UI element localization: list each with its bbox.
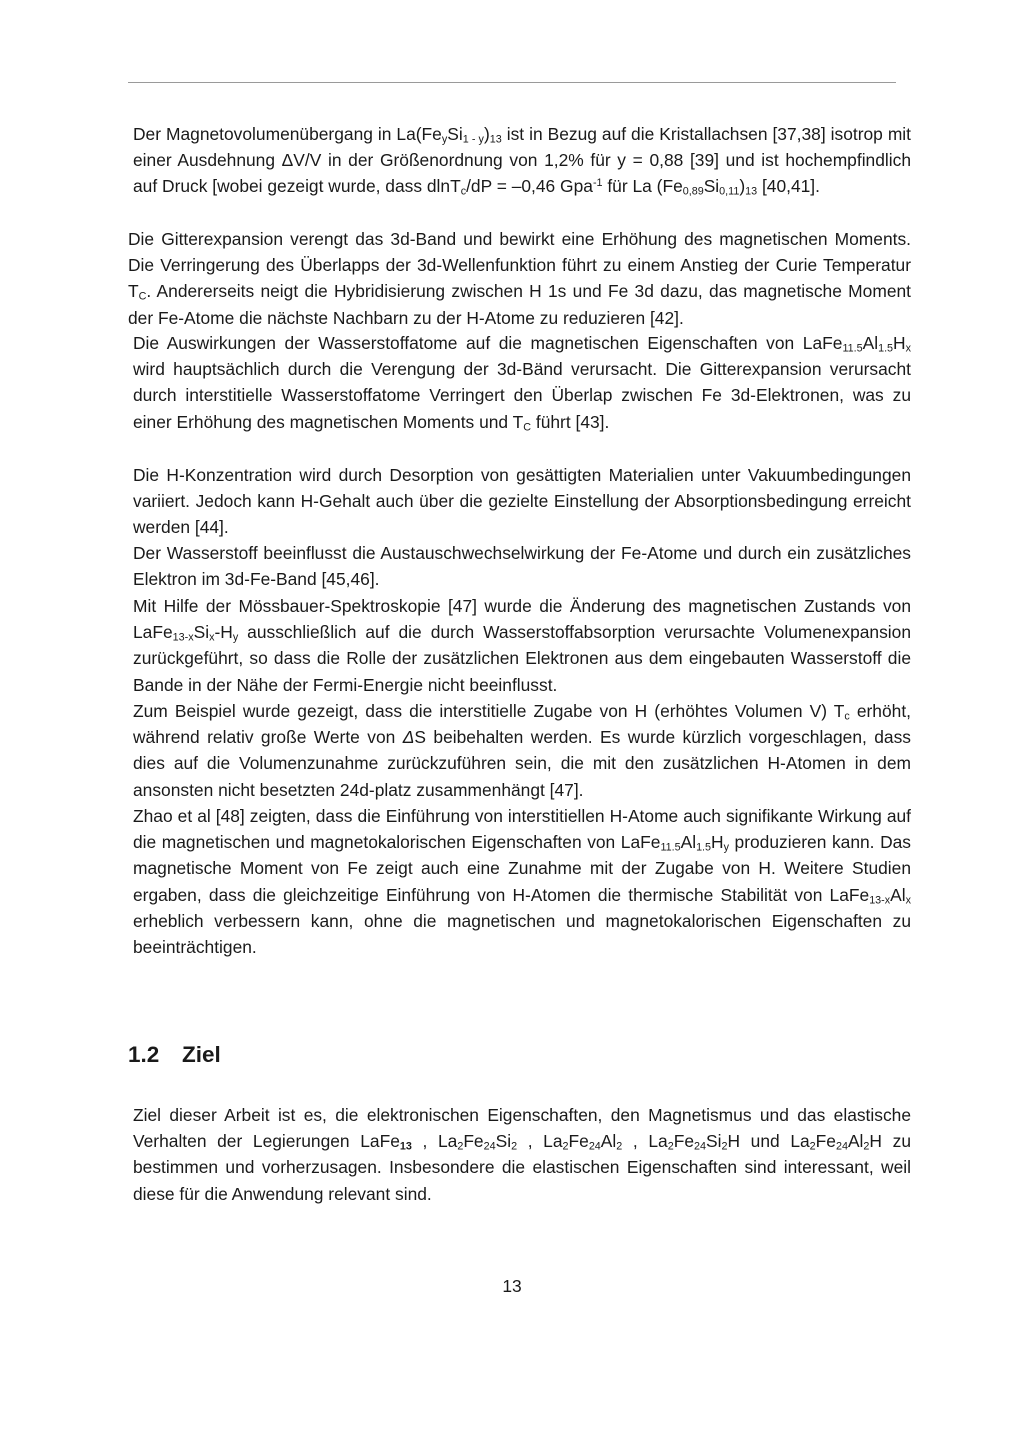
text-run: wird hauptsächlich durch die Verengung der 3d-Bänd verursacht. Die Gitterexpansion verursacht durch interstitielle Wasserstoffatome Verringert den Überlap zwischen Fe 3d-Elektronen, was zu einer Erhöhung des magnetischen Moments und T bbox=[133, 359, 911, 432]
paragraph-7 bbox=[133, 698, 911, 803]
text-run: 2 bbox=[457, 1140, 464, 1153]
text-run: Fe bbox=[568, 1131, 589, 1152]
text-run: ) bbox=[739, 176, 746, 197]
text-run: 24 bbox=[694, 1140, 706, 1153]
text-run: 1.5 bbox=[696, 841, 712, 854]
text-run: produzieren kann. Das magnetische Moment von Fe zeigt auch eine Zunahme mit der Zugabe von H. Weitere Studien ergaben, dass die gleichzeitige Einführung von H-Atomen die thermische Stabilität von LaFe bbox=[133, 832, 911, 905]
text-run: Si bbox=[495, 1131, 512, 1152]
text-run: ist in Bezug auf die Kristallachsen [37,38] isotrop mit einer Ausdehnung ΔV/V in der Größenordnung von 1,2% für y = 0,88 [39] und ist hochempfindlich auf Druck [wobei gezeigt wurde, dass dlnT bbox=[133, 124, 912, 197]
paragraph-1 bbox=[133, 121, 911, 200]
text-run: . Andererseits neigt die Hybridisierung zwischen H 1s und Fe 3d dazu, das magnetische Moment der Fe-Atome die nächste Nachbarn zu der H-Atome zu reduzieren [42]. bbox=[128, 281, 911, 328]
text-run: Der Magnetovolumenübergang in La(Fe bbox=[133, 124, 442, 144]
text-run: 2 bbox=[863, 1140, 870, 1153]
section-number: 1.2 bbox=[128, 1042, 160, 1067]
text-run: x bbox=[905, 342, 911, 355]
text-run: c bbox=[460, 186, 467, 199]
text-run: 13 bbox=[745, 186, 758, 199]
text-run: , La bbox=[517, 1131, 563, 1152]
text-run: c bbox=[844, 710, 850, 723]
text-run: 2 bbox=[616, 1140, 623, 1153]
text-run: Die H-Konzentration wird durch Desorption von gesättigten Materialien unter Vakuumbedingungen variiert. Jedoch kann H-Gehalt auch über die gezielte Einstellung der Absorptionsbedingung erreicht werden [44]. bbox=[133, 465, 911, 538]
page-number: 13 bbox=[502, 1276, 522, 1296]
text-run: y bbox=[441, 133, 448, 146]
text-run: S beibehalten werden. Es wurde kürzlich vorgeschlagen, dass dies auf die Volumenzunahme zurückzuführen sein, die mit den zusätzlichen H-Atomen in dem ansonsten nicht besetzten 24d-platz zusammenhängt [47]. bbox=[133, 727, 911, 800]
text-run: C bbox=[523, 421, 532, 434]
text-run: 2 bbox=[562, 1140, 569, 1153]
text-run: 0,11 bbox=[719, 186, 740, 199]
text-run: 24 bbox=[588, 1140, 601, 1153]
text-run: H und La bbox=[727, 1131, 810, 1152]
text-run: 1 - y bbox=[462, 133, 484, 146]
text-run: H zu bestimmen und vorherzusagen. Insbesondere die elastischen Eigenschaften sind interessant, weil diese für die Anwendung relevant sind. bbox=[133, 1131, 911, 1204]
text-run: Al bbox=[680, 832, 697, 853]
text-run: 1.5 bbox=[878, 342, 894, 355]
text-run: Al bbox=[862, 333, 879, 353]
text-run: C bbox=[138, 291, 147, 304]
text-run: 24 bbox=[835, 1140, 848, 1153]
paragraph-9 bbox=[133, 1102, 911, 1207]
paragraph-3 bbox=[133, 330, 911, 435]
text-run: Mit Hilfe der Mössbauer-Spektroskopie [47] wurde die Änderung des magnetischen Zustands von LaFe bbox=[133, 596, 911, 643]
text-run: Die Gitterexpansion verengt das 3d-Band und bewirkt eine Erhöhung des magnetischen Moments. Die Verringerung des Überlapps der 3d-Wellenfunktion führt zu einem Anstieg der Curie Temperatur T bbox=[128, 229, 911, 302]
text-run: Fe bbox=[463, 1131, 484, 1152]
paragraph-8 bbox=[133, 803, 911, 960]
text-run: -1 bbox=[592, 177, 603, 190]
text-run: 13-x bbox=[172, 631, 194, 644]
paragraph-5 bbox=[133, 540, 911, 592]
text-run: 13 bbox=[399, 1140, 412, 1153]
text-run: Der Wasserstoff beeinflusst die Austauschwechselwirkung der Fe-Atome und durch ein zusätzliches Elektron im 3d-Fe-Band [45,46]. bbox=[133, 543, 911, 590]
text-run: 24 bbox=[483, 1140, 496, 1153]
text-run: Si bbox=[447, 124, 463, 144]
text-run: Δ bbox=[402, 727, 415, 748]
paragraph-2 bbox=[128, 226, 911, 331]
paragraph-6 bbox=[133, 593, 911, 698]
text-run: Fe bbox=[673, 1131, 695, 1152]
text-run: Zhao et al [48] zeigten, dass die Einführung von interstitiellen H-Atome auch signifikante Wirkung auf die magnetischen und magnetokalorischen Eigenschaften von LaFe bbox=[133, 806, 911, 853]
text-run: 0,89 bbox=[682, 186, 704, 199]
text-run: Al bbox=[847, 1131, 864, 1152]
text-run: 2 bbox=[809, 1140, 816, 1153]
text-run: Zum Beispiel wurde gezeigt, dass die interstitielle Zugabe von H (erhöhtes Volumen V) T bbox=[133, 701, 845, 721]
text-run: Si bbox=[193, 622, 210, 643]
text-run: ) bbox=[483, 124, 490, 144]
text-run: x bbox=[209, 631, 215, 644]
text-run: führt [43]. bbox=[531, 411, 610, 432]
text-run: , La bbox=[622, 1131, 668, 1152]
text-run: H bbox=[711, 832, 724, 853]
section-title: Ziel bbox=[182, 1042, 221, 1067]
text-run: 11.5 bbox=[842, 342, 863, 355]
text-run: y bbox=[723, 841, 729, 854]
text-run: 13-x bbox=[869, 894, 891, 907]
text-run: /dP = –0,46 Gpa bbox=[466, 176, 593, 197]
text-run: [40,41]. bbox=[757, 176, 820, 197]
text-run: Si bbox=[706, 1131, 722, 1152]
text-run: erheblich verbessern kann, ohne die magnetischen und magnetokalorischen Eigenschaften zu beeinträchtigen. bbox=[133, 910, 911, 958]
text-run: Al bbox=[890, 884, 906, 905]
text-run: 11.5 bbox=[660, 841, 681, 854]
text-run: Die Auswirkungen der Wasserstoffatome auf die magnetischen Eigenschaften von LaFe bbox=[133, 333, 843, 353]
text-run: -H bbox=[214, 622, 233, 643]
text-run: 2 bbox=[667, 1140, 674, 1153]
paragraph-4 bbox=[133, 462, 911, 541]
text-run: ausschließlich auf die durch Wasserstoffabsorption verursachte Volumenexpansion zurückgeführt, so dass die Rolle der zusätzlichen Elektronen aus dem eingebauten Wasserstoff die Bande in der Nähe der Fermi-Energie nicht beeinflusst. bbox=[133, 622, 911, 695]
text-run: 2 bbox=[721, 1140, 728, 1153]
text-run: Ziel dieser Arbeit ist es, die elektronischen Eigenschaften, den Magnetismus und das elastische Verhalten der Legierungen LaFe bbox=[133, 1105, 911, 1152]
text-run: , La bbox=[411, 1131, 458, 1152]
header-rule bbox=[128, 82, 896, 83]
text-run: Fe bbox=[815, 1131, 836, 1152]
text-run: Si bbox=[703, 176, 720, 197]
text-run: H bbox=[893, 333, 906, 353]
text-run: erhöht, während relativ große Werte von bbox=[133, 701, 911, 748]
section-heading bbox=[128, 1042, 221, 1068]
text-run: Al bbox=[600, 1131, 617, 1152]
text-run: für La (Fe bbox=[602, 176, 683, 197]
text-run: 13 bbox=[489, 133, 502, 146]
text-run: y bbox=[232, 631, 239, 644]
text-run: 2 bbox=[511, 1140, 518, 1153]
text-run: x bbox=[905, 894, 911, 907]
